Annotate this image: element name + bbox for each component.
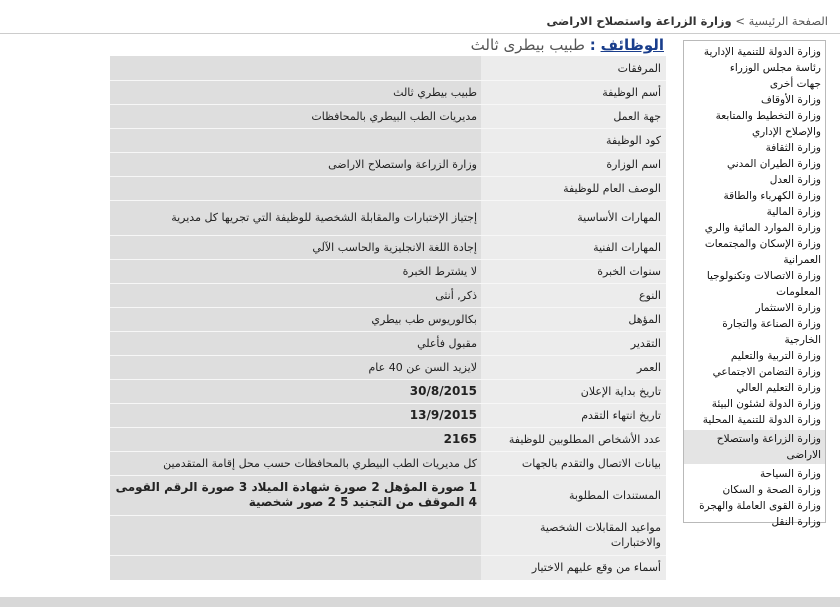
row-divider — [110, 283, 666, 284]
sidebar-item[interactable]: وزارة الصناعة والتجارة الخارجية — [722, 318, 821, 346]
detail-row — [110, 451, 666, 475]
sidebar-item[interactable]: وزارة السياحة — [760, 468, 821, 480]
row-divider — [110, 475, 666, 476]
sidebar-item[interactable]: وزارة العدل — [769, 174, 821, 186]
window-bottom-frame — [0, 597, 840, 607]
detail-value: مقبول فأعلي — [417, 336, 477, 350]
detail-row — [110, 200, 666, 235]
sidebar-item[interactable]: وزارة الموارد المائية والري — [704, 222, 821, 234]
detail-row — [110, 152, 666, 176]
detail-label: الوصف العام للوظيفة — [563, 181, 661, 195]
breadcrumb — [547, 14, 829, 28]
page-title — [471, 36, 664, 54]
detail-row — [110, 515, 666, 555]
detail-row — [110, 128, 666, 152]
detail-row — [110, 555, 666, 579]
detail-row — [110, 235, 666, 259]
row-divider — [110, 379, 666, 380]
detail-row — [110, 403, 666, 427]
detail-row — [110, 80, 666, 104]
detail-value: 1 صورة المؤهل 2 صورة شهادة الميلاد 3 صورة الرقم القومى 4 الموقف من التجنيد 5 2 صور شخصية — [115, 480, 477, 509]
detail-row — [110, 307, 666, 331]
detail-row — [110, 56, 666, 80]
detail-value — [110, 56, 481, 80]
row-divider — [110, 104, 666, 105]
row-divider — [110, 259, 666, 260]
detail-value: 30/8/2015 — [409, 383, 477, 398]
sidebar-item[interactable]: وزارة التخطيط والمتابعة والإصلاح الإداري — [715, 110, 821, 138]
detail-value: مديريات الطب البيطري بالمحافظات — [311, 109, 477, 123]
sidebar-item[interactable]: وزارة القوى العاملة والهجرة — [699, 500, 821, 512]
sidebar-item[interactable]: وزارة التضامن الاجتماعي — [712, 366, 821, 378]
sidebar-item[interactable]: وزارة النقل — [771, 516, 821, 528]
row-divider — [110, 355, 666, 356]
sidebar-item[interactable]: وزارة الإسكان والمجتمعات العمرانية — [704, 238, 821, 266]
detail-label: المرفقات — [617, 61, 661, 75]
detail-value: طبيب بيطري ثالث — [393, 85, 477, 99]
detail-row — [110, 475, 666, 515]
jobs-link[interactable]: الوظائف — [600, 36, 664, 54]
detail-value: لايزيد السن عن 40 عام — [368, 360, 477, 374]
sidebar-item[interactable]: وزارة الثقافة — [765, 142, 821, 154]
detail-value: وزارة الزراعة واستصلاح الاراضى — [328, 157, 477, 171]
detail-value — [110, 176, 481, 200]
detail-row — [110, 427, 666, 451]
breadcrumb-home-link[interactable]: الصفحة الرئيسية — [748, 14, 828, 28]
detail-label: المهارات الفنية — [593, 240, 661, 254]
detail-label: التقدير — [630, 336, 661, 350]
detail-value — [110, 555, 481, 579]
detail-row — [110, 104, 666, 128]
sidebar-item[interactable]: وزارة الاتصالات وتكنولوجيا المعلومات — [706, 270, 821, 298]
detail-row — [110, 379, 666, 403]
detail-row — [110, 331, 666, 355]
sidebar-item[interactable]: وزارة الاستثمار — [755, 302, 821, 314]
sidebar-item[interactable]: وزارة الكهرباء والطاقة — [723, 190, 821, 202]
sidebar-item[interactable]: وزارة الدولة للتنمية الإدارية — [703, 46, 821, 58]
detail-row — [110, 176, 666, 200]
row-divider — [110, 152, 666, 153]
detail-row — [110, 355, 666, 379]
detail-row — [110, 259, 666, 283]
row-divider — [110, 515, 666, 516]
detail-label: اسم الوزارة — [606, 157, 661, 171]
detail-value — [110, 515, 481, 555]
sidebar-item[interactable]: وزارة الصحة و السكان — [722, 484, 821, 496]
row-divider — [110, 128, 666, 129]
detail-label: تاريخ انتهاء التقدم — [581, 408, 661, 422]
detail-label: عدد الأشخاص المطلوبين للوظيفة — [508, 432, 661, 446]
detail-label: مواعيد المقابلات الشخصية والاختبارات — [539, 521, 661, 549]
job-title: طبيب بيطرى ثالث — [470, 36, 585, 54]
detail-value: ذكر, أنثى — [435, 288, 477, 302]
detail-label: جهة العمل — [613, 109, 661, 123]
breadcrumb-separator: > — [735, 14, 745, 28]
detail-value: لا يشترط الخبرة — [402, 264, 477, 278]
row-divider — [110, 331, 666, 332]
sidebar-item[interactable]: وزارة الدولة للتنمية المحلية — [702, 414, 821, 426]
sidebar-item[interactable]: وزارة الدولة لشئون البيئة — [711, 398, 821, 410]
sidebar-item[interactable]: رئاسة مجلس الوزراء — [729, 62, 821, 74]
detail-label: بيانات الاتصال والتقدم بالجهات — [521, 456, 661, 470]
sidebar-item[interactable]: وزارة التعليم العالي — [736, 382, 821, 394]
sidebar-item[interactable]: وزارة الأوقاف — [760, 94, 821, 106]
sidebar-item[interactable]: وزارة التربية والتعليم — [730, 350, 821, 362]
sidebar-item[interactable]: جهات أخرى — [769, 78, 821, 90]
detail-value: 2165 — [443, 431, 477, 446]
row-divider — [110, 80, 666, 81]
detail-label: العمر — [636, 360, 661, 374]
job-details-table — [110, 56, 666, 580]
detail-label: أسم الوظيفة — [602, 85, 661, 99]
detail-label: المستندات المطلوبة — [569, 488, 661, 502]
detail-label: المؤهل — [628, 312, 661, 326]
sidebar-item[interactable]: وزارة الزراعة واستصلاح الاراضى — [684, 430, 825, 464]
detail-label: تاريخ بداية الإعلان — [580, 384, 661, 398]
detail-label: سنوات الخبرة — [597, 264, 661, 278]
ministries-sidebar — [683, 40, 826, 528]
sidebar-item[interactable]: وزارة المالية — [766, 206, 821, 218]
detail-value: إجتياز الإختبارات والمقابلة الشخصية للوظيفة التي تجريها كل مديرية — [171, 211, 477, 224]
row-divider — [110, 427, 666, 428]
detail-label: المهارات الأساسية — [577, 211, 661, 224]
row-divider — [110, 403, 666, 404]
row-divider — [110, 451, 666, 452]
detail-row — [110, 283, 666, 307]
detail-value: كل مديريات الطب البيطري بالمحافظات حسب محل إقامة المتقدمين — [163, 456, 477, 470]
detail-label: أسماء من وقع عليهم الاختيار — [531, 560, 661, 574]
detail-label: كود الوظيفة — [606, 133, 661, 147]
header-divider — [0, 33, 840, 34]
breadcrumb-current: وزارة الزراعة واستصلاح الاراضى — [546, 14, 732, 28]
detail-label: النوع — [639, 288, 661, 302]
row-divider — [110, 235, 666, 236]
detail-value: 13/9/2015 — [409, 407, 477, 422]
sidebar-item[interactable]: وزارة الطيران المدني — [727, 158, 821, 170]
title-separator: : — [589, 36, 596, 54]
detail-value: إجادة اللغة الانجليزية والحاسب الآلي — [312, 240, 477, 254]
detail-value — [110, 128, 481, 152]
detail-value: بكالوريوس طب بيطري — [371, 312, 477, 326]
row-divider — [110, 176, 666, 177]
row-divider — [110, 555, 666, 556]
row-divider — [110, 307, 666, 308]
row-divider — [110, 200, 666, 201]
